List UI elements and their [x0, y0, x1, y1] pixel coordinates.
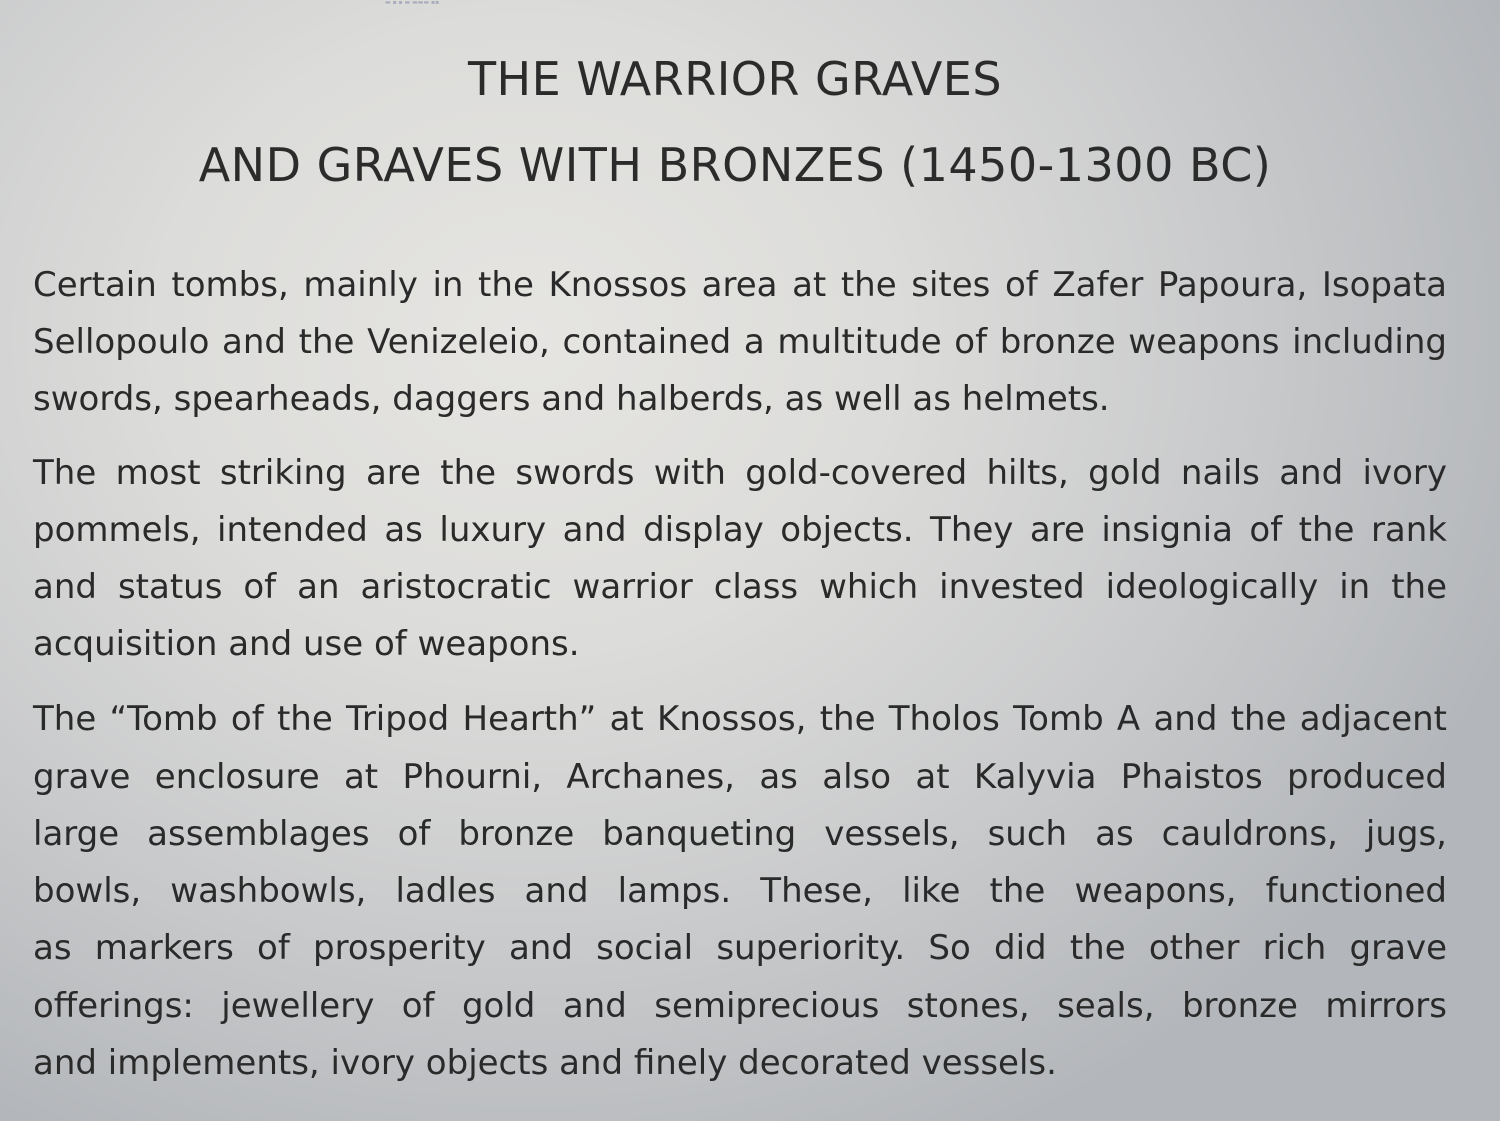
top-edge-marks: ▬ ▪ ▪ ▬ ▬▬▬ ▪▪ [385, 0, 440, 6]
paragraph-line: The most striking are the swords with gold-covered hilts, gold nails and ivory [33, 453, 1447, 493]
paragraph-line: grave enclosure at Phourni, Archanes, as also at Kalyvia Phaistos produced [33, 757, 1447, 797]
paragraph-line: and implements, ivory objects and finely decorated vessels. [33, 1043, 1057, 1083]
paragraph-line: Certain tombs, mainly in the Knossos area at the sites of Zafer Papoura, Isopata [33, 265, 1447, 305]
panel-title-line-1: THE WARRIOR GRAVES [467, 52, 1003, 106]
paragraph-line: as markers of prosperity and social superiority. So did the other rich grave [33, 928, 1447, 968]
paragraph-line: pommels, intended as luxury and display objects. They are insignia of the rank [33, 510, 1447, 550]
paragraph-line: Sellopoulo and the Venizeleio, contained a multitude of bronze weapons including [33, 322, 1447, 362]
paragraph-line: and status of an aristocratic warrior class which invested ideologically in the [33, 567, 1447, 607]
paragraph-line: bowls, washbowls, ladles and lamps. These, like the weapons, functioned [33, 871, 1447, 911]
paragraph-line: The “Tomb of the Tripod Hearth” at Knossos, the Tholos Tomb A and the adjacent [33, 699, 1447, 739]
paragraph-line: offerings: jewellery of gold and semiprecious stones, seals, bronze mirrors [33, 986, 1447, 1026]
paragraph-line: swords, spearheads, daggers and halberds, as well as helmets. [33, 379, 1110, 419]
paragraph-line: large assemblages of bronze banqueting vessels, such as cauldrons, jugs, [33, 814, 1447, 854]
paragraph-line: acquisition and use of weapons. [33, 624, 580, 664]
panel-title-line-2: AND GRAVES WITH BRONZES (1450-1300 BC) [198, 138, 1272, 192]
